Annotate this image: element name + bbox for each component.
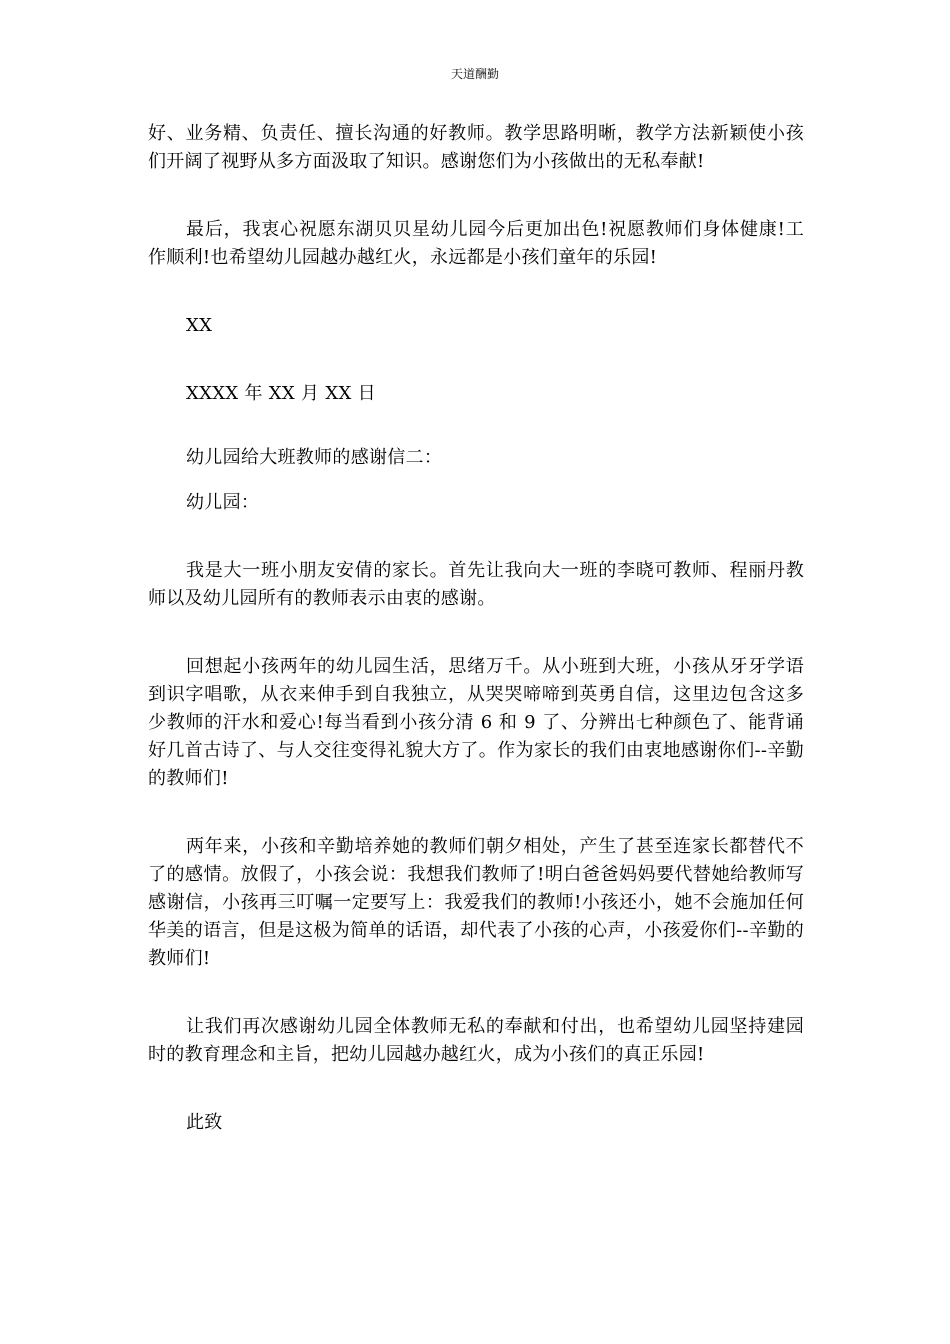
paragraph-memories: 回想起小孩两年的幼儿园生活，思绪万千。从小班到大班，小孩从牙牙学语到识字唱歌，从衣来伸手到自我独立，从哭哭啼啼到英勇自信，这里边包含这多少教师的汗水和爱心!每当看到小孩分清 6 和 9 了、分辨出七种颜色了、能背诵好几首古诗了、与人交往变得礼貌大方了。作为家长的我们由衷地感谢你们--辛勤的教师们! (148, 656, 804, 789)
signature-date: XXXX 年 XX 月 XX 日 (186, 383, 376, 404)
letter-salutation: 幼儿园： (186, 492, 260, 513)
paragraph-two-years: 两年来，小孩和辛勤培养她的教师们朝夕相处，产生了甚至连家长都替代不了的感情。放假了，小孩会说：我想我们教师了!明白爸爸妈妈要代替她给教师写感谢信，小孩再三叮嘱一定要写上：我爱我们的教师!小孩还小，她不会施加任何华美的语言，但是这极为简单的话语，却代表了小孩的心声，小孩爱你们--辛勤的教师们! (148, 836, 804, 969)
paragraph-thanks-again: 让我们再次感谢幼儿园全体教师无私的奉献和付出，也希望幼儿园坚持建园时的教育理念和主旨，把幼儿园越办越红火，成为小孩们的真正乐园! (148, 1016, 804, 1065)
paragraph-continuation: 好、业务精、负责任、擅长沟通的好教师。教学思路明晰，教学方法新颖使小孩们开阔了视野从多方面汲取了知识。感谢您们为小孩做出的无私奉献! (148, 123, 804, 172)
letter-closing: 此致 (186, 1112, 223, 1133)
letter-title: 幼儿园给大班教师的感谢信二： (186, 447, 443, 468)
signature-name: XX (186, 315, 213, 336)
paragraph-closing-wishes: 最后，我衷心祝愿东湖贝贝星幼儿园今后更加出色!祝愿教师们身体健康!工作顺利!也希望幼儿园越办越红火，永远都是小孩们童年的乐园! (148, 219, 804, 268)
paragraph-introduction: 我是大一班小朋友安倩的家长。首先让我向大一班的李晓可教师、程丽丹教师以及幼儿园所有的教师表示由衷的感谢。 (148, 560, 804, 609)
page-header: 天道酬勤 (450, 67, 499, 81)
document-body (148, 120, 804, 1137)
